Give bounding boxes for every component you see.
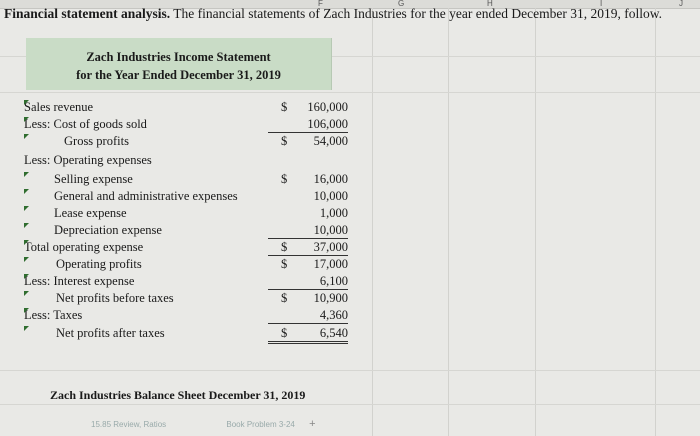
row-amount: 160,000 (307, 100, 348, 114)
row-label: Less: Taxes (24, 308, 83, 322)
gridline (0, 370, 700, 371)
row-label: Sales revenue (24, 100, 94, 114)
table-row[interactable] (24, 172, 364, 189)
column-header-g[interactable]: G (398, 0, 405, 8)
table-row[interactable] (24, 134, 364, 151)
row-label: Net profits before taxes (56, 291, 174, 305)
cell-marker-icon (24, 100, 29, 105)
row-amount: 10,000 (313, 189, 348, 203)
row-label: Net profits after taxes (56, 326, 165, 340)
table-row[interactable] (24, 153, 364, 170)
table-row[interactable] (24, 274, 364, 291)
cell-marker-icon (24, 274, 29, 279)
row-amount: 17,000 (313, 257, 348, 271)
table-row[interactable] (24, 223, 364, 240)
problem-heading (4, 6, 662, 22)
row-amount: 37,000 (268, 240, 348, 256)
row-label: Less: Cost of goods sold (24, 117, 147, 131)
cell-marker-icon (24, 291, 29, 296)
column-header-i[interactable]: I (600, 0, 603, 8)
income-statement-title: Zach Industries Income Statement (86, 50, 271, 64)
cell-marker-icon (24, 308, 29, 313)
dollar-sign: $ (281, 326, 288, 340)
row-label: Selling expense (54, 172, 133, 186)
dollar-sign: $ (281, 291, 288, 305)
income-statement-period: for the Year Ended December 31, 2019 (76, 68, 281, 82)
cell-marker-icon (24, 257, 29, 262)
cell-marker-icon (24, 240, 29, 245)
row-label: Operating profits (56, 257, 142, 271)
cell-marker-icon (24, 206, 29, 211)
dollar-sign: $ (281, 257, 288, 271)
table-row[interactable] (24, 257, 364, 274)
problem-heading-bold: Financial statement analysis. (4, 6, 171, 21)
table-row[interactable] (24, 308, 364, 325)
row-label: Less: Operating expenses (24, 153, 152, 167)
row-amount: 10,000 (268, 223, 348, 239)
sheet-tabs-bar (85, 418, 316, 432)
dollar-sign: $ (281, 172, 288, 186)
table-row[interactable] (24, 291, 364, 308)
table-row[interactable] (24, 100, 364, 117)
row-label: Lease expense (54, 206, 127, 220)
table-row[interactable] (24, 206, 364, 223)
row-label: Depreciation expense (54, 223, 162, 237)
row-amount: 4,360 (268, 308, 348, 324)
table-row[interactable] (24, 189, 364, 206)
cell-marker-icon (24, 172, 29, 177)
row-amount: 106,000 (268, 117, 348, 133)
row-label: Total operating expense (24, 240, 144, 254)
cell-marker-icon (24, 189, 29, 194)
gridline (0, 92, 700, 93)
table-row[interactable] (24, 326, 364, 343)
column-header-h[interactable]: H (487, 0, 493, 8)
gridline (372, 8, 373, 436)
row-label: Gross profits (64, 134, 129, 148)
sheet-tab-book-problem[interactable]: Book Problem 3-24 (226, 420, 295, 429)
add-sheet-icon[interactable]: + (309, 418, 316, 430)
row-amount: 1,000 (319, 206, 348, 220)
cell-marker-icon (24, 223, 29, 228)
income-statement-title-cell[interactable] (26, 38, 332, 90)
dollar-sign: $ (281, 134, 288, 148)
row-amount: 54,000 (313, 134, 348, 148)
column-header-j[interactable]: J (679, 0, 683, 8)
sheet-tab-review-ratios[interactable]: 15.85 Review, Ratios (91, 420, 167, 429)
problem-heading-text: The financial statements of Zach Industries for the year ended December 31, 2019, follow. (170, 6, 662, 21)
gridline (655, 8, 656, 436)
gridline (0, 404, 700, 405)
table-row[interactable] (24, 240, 364, 257)
table-row[interactable] (24, 117, 364, 134)
cell-marker-icon (24, 117, 29, 122)
row-label: General and administrative expenses (54, 189, 238, 203)
cell-marker-icon (24, 326, 29, 331)
balance-sheet-title[interactable]: Zach Industries Balance Sheet December 31, 2019 (50, 388, 306, 402)
dollar-sign: $ (281, 240, 288, 254)
gridline (535, 8, 536, 436)
dollar-sign: $ (281, 100, 288, 114)
column-header-f[interactable]: F (318, 0, 323, 8)
row-amount: 16,000 (313, 172, 348, 186)
row-amount: 10,900 (313, 291, 348, 305)
row-label: Less: Interest expense (24, 274, 135, 288)
row-amount: 6,100 (268, 274, 348, 290)
gridline (448, 8, 449, 436)
row-amount: 6,540 (268, 326, 348, 344)
cell-marker-icon (24, 134, 29, 139)
